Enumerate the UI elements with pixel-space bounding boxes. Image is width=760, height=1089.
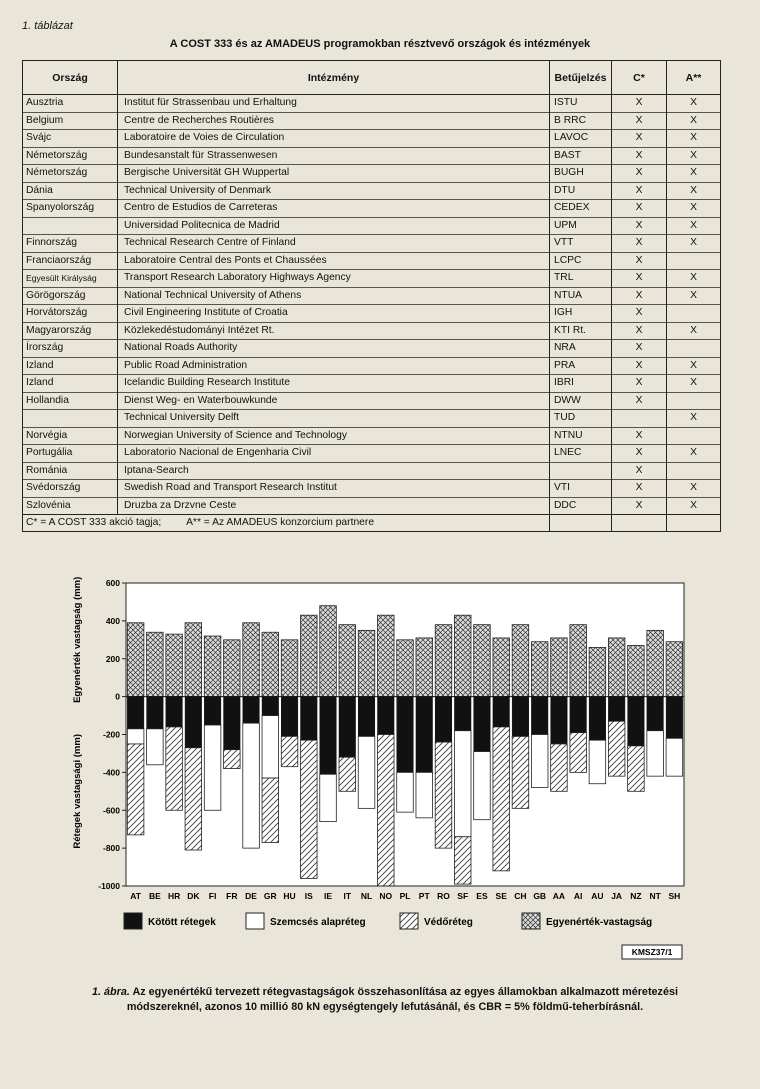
- x-tick-label: NL: [360, 891, 373, 901]
- y-tick-label: -200: [102, 729, 120, 740]
- bar-bound-layers: [358, 697, 375, 737]
- cell-country: Svédország: [23, 480, 118, 498]
- bar-bound-layers: [185, 697, 202, 748]
- cell-a: X: [667, 182, 721, 200]
- cell-a: X: [667, 480, 721, 498]
- lower-y-axis-label: Rétegek vastagsági (mm): [72, 734, 83, 849]
- institutions-table: [22, 60, 721, 532]
- table-row: [23, 130, 721, 148]
- table-row: [23, 270, 721, 288]
- footnote-c: C* = A COST 333 akció tagja;: [26, 517, 162, 528]
- cell-abbr: LNEC: [550, 445, 612, 463]
- legend-equivalent-thickness-label: Egyenérték-vastagság: [546, 917, 653, 928]
- bar-protection-layer: [185, 748, 202, 850]
- bar-granular-base: [320, 774, 337, 821]
- bar-equivalent-thickness: [224, 640, 241, 697]
- y-tick-label: 600: [105, 578, 120, 588]
- bar-granular-base: [147, 729, 164, 765]
- bar-equivalent-thickness: [204, 636, 221, 697]
- header-country: Ország: [23, 61, 118, 95]
- cell-abbr: VTT: [550, 235, 612, 253]
- cell-c: [612, 410, 667, 428]
- table-row: [23, 305, 721, 323]
- cell-c: X: [612, 182, 667, 200]
- bar-bound-layers: [512, 697, 529, 737]
- cell-c: X: [612, 95, 667, 113]
- bar-bound-layers: [551, 697, 568, 744]
- legend-bound-layers-swatch: [124, 913, 142, 929]
- cell-abbr: VTI: [550, 480, 612, 498]
- cell-c: X: [612, 165, 667, 183]
- cell-country: Magyarország: [23, 322, 118, 340]
- bar-bound-layers: [647, 697, 664, 731]
- table-row: [23, 462, 721, 480]
- cell-a: X: [667, 200, 721, 218]
- table-row: [23, 200, 721, 218]
- cell-c: X: [612, 357, 667, 375]
- bar-equivalent-thickness: [397, 640, 414, 697]
- caption-text: Az egyenértékű tervezett rétegvastagságok összehasonlítása az egyes államokban alkalmazott méretezési módszereknél, azonos 10 millió 80 kN egységtengely lefutásánál, és CBR = 5% földmű-teherbírásnál.: [126, 986, 678, 1013]
- cell-abbr: IBRI: [550, 375, 612, 393]
- x-tick-label: DK: [187, 891, 200, 901]
- cell-c: X: [612, 287, 667, 305]
- cell-institution: Laboratoire Central des Ponts et Chaussées: [118, 252, 550, 270]
- bar-protection-layer: [301, 740, 318, 878]
- x-tick-label: GR: [263, 891, 277, 901]
- cell-abbr: TRL: [550, 270, 612, 288]
- bar-equivalent-thickness: [570, 625, 587, 697]
- bar-protection-layer: [570, 733, 587, 773]
- cell-country: Svájc: [23, 130, 118, 148]
- bar-equivalent-thickness: [166, 634, 183, 696]
- table-row: [23, 497, 721, 515]
- bar-bound-layers: [435, 697, 452, 742]
- cell-a: [667, 392, 721, 410]
- bar-bound-layers: [570, 697, 587, 733]
- cell-c: X: [612, 235, 667, 253]
- y-tick-label: 0: [115, 691, 120, 702]
- bar-granular-base: [397, 772, 414, 812]
- table-title: A COST 333 és az AMADEUS programokban résztvevő országok és intézmények: [169, 38, 591, 50]
- cell-abbr: NTUA: [550, 287, 612, 305]
- bar-equivalent-thickness: [262, 632, 279, 696]
- cell-a: X: [667, 95, 721, 113]
- cell-a: X: [667, 130, 721, 148]
- bar-equivalent-thickness: [551, 638, 568, 697]
- bar-protection-layer: [493, 727, 510, 871]
- bar-protection-layer: [262, 778, 279, 842]
- cell-institution: Universidad Politecnica de Madrid: [118, 217, 550, 235]
- cell-c: X: [612, 112, 667, 130]
- x-tick-label: PT: [418, 891, 430, 901]
- bar-bound-layers: [416, 697, 433, 773]
- x-tick-label: GB: [533, 891, 547, 901]
- bar-granular-base: [127, 729, 144, 744]
- cell-a: X: [667, 112, 721, 130]
- cell-c: X: [612, 445, 667, 463]
- cell-institution: Institut für Strassenbau und Erhaltung: [118, 95, 550, 113]
- bar-equivalent-thickness: [454, 615, 471, 696]
- x-tick-label: SH: [668, 891, 681, 901]
- bar-protection-layer: [281, 736, 298, 766]
- bar-bound-layers: [147, 697, 164, 729]
- cell-abbr: DTU: [550, 182, 612, 200]
- table-footnote: [23, 515, 550, 532]
- bar-bound-layers: [127, 697, 144, 729]
- cell-institution: Dienst Weg- en Waterbouwkunde: [118, 392, 550, 410]
- cell-abbr: NRA: [550, 340, 612, 358]
- cell-a: [667, 462, 721, 480]
- table-row: [23, 165, 721, 183]
- cell-a: X: [667, 287, 721, 305]
- bar-bound-layers: [628, 697, 645, 746]
- table-row: [23, 427, 721, 445]
- bar-equivalent-thickness: [281, 640, 298, 697]
- bar-equivalent-thickness: [185, 623, 202, 697]
- cell-a: [667, 252, 721, 270]
- cell-a: X: [667, 147, 721, 165]
- cell-a: X: [667, 410, 721, 428]
- cell-abbr: KTI Rt.: [550, 322, 612, 340]
- x-tick-label: AI: [573, 891, 583, 901]
- cell-abbr: TUD: [550, 410, 612, 428]
- bar-equivalent-thickness: [243, 623, 260, 697]
- cell-c: X: [612, 305, 667, 323]
- bar-equivalent-thickness: [377, 615, 394, 696]
- bar-granular-base: [666, 738, 683, 776]
- cell-a: X: [667, 270, 721, 288]
- footnote-a: A** = Az AMADEUS konzorcium partnere: [186, 517, 375, 528]
- y-tick-label: -1000: [98, 881, 120, 891]
- cell-country: Franciaország: [23, 252, 118, 270]
- x-tick-label: AT: [130, 891, 141, 901]
- cell-institution: Laboratoire de Voies de Circulation: [118, 130, 550, 148]
- x-tick-label: SF: [457, 891, 469, 901]
- bar-bound-layers: [397, 697, 414, 773]
- cell-c: X: [612, 497, 667, 515]
- x-tick-label: AA: [552, 891, 566, 901]
- cell-country: Románia: [23, 462, 118, 480]
- cell-country: Németország: [23, 147, 118, 165]
- cell-country: Dánia: [23, 182, 118, 200]
- cell-institution: Public Road Administration: [118, 357, 550, 375]
- bar-protection-layer: [435, 742, 452, 848]
- legend-protection-layer-label: Védőréteg: [424, 917, 473, 928]
- bar-granular-base: [531, 735, 548, 788]
- table-row: [23, 322, 721, 340]
- cell-a: X: [667, 322, 721, 340]
- table-row: [23, 392, 721, 410]
- cell-abbr: ISTU: [550, 95, 612, 113]
- bar-equivalent-thickness: [493, 638, 510, 697]
- x-tick-label: BE: [148, 891, 161, 901]
- bar-equivalent-thickness: [358, 630, 375, 696]
- bar-protection-layer: [339, 757, 356, 791]
- x-tick-label: AU: [591, 891, 604, 901]
- cell-institution: Transport Research Laboratory Highways Agency: [118, 270, 550, 288]
- legend-protection-layer-swatch: [400, 913, 418, 929]
- cell-c: X: [612, 252, 667, 270]
- table-row: [23, 235, 721, 253]
- bar-bound-layers: [301, 697, 318, 741]
- bar-bound-layers: [377, 697, 394, 735]
- cell-country: Izland: [23, 375, 118, 393]
- cell-institution: Centre de Recherches Routières: [118, 112, 550, 130]
- bar-bound-layers: [166, 697, 183, 727]
- bar-bound-layers: [493, 697, 510, 727]
- cell-institution: Bergische Universität GH Wuppertal: [118, 165, 550, 183]
- table-row: [23, 375, 721, 393]
- bar-protection-layer: [628, 746, 645, 791]
- bar-equivalent-thickness: [147, 632, 164, 696]
- bar-equivalent-thickness: [435, 625, 452, 697]
- cell-a: [667, 427, 721, 445]
- cell-abbr: LCPC: [550, 252, 612, 270]
- cell-c: X: [612, 375, 667, 393]
- cell-a: X: [667, 375, 721, 393]
- bar-protection-layer: [608, 721, 625, 776]
- cell-a: X: [667, 445, 721, 463]
- cell-c: X: [612, 480, 667, 498]
- bar-equivalent-thickness: [628, 645, 645, 696]
- table-row: [23, 480, 721, 498]
- cell-a: [667, 340, 721, 358]
- cell-country: Spanyolország: [23, 200, 118, 218]
- bar-granular-base: [262, 716, 279, 778]
- legend-equivalent-thickness-swatch: [522, 913, 540, 929]
- bar-granular-base: [454, 731, 471, 837]
- table-row: [23, 252, 721, 270]
- bar-granular-base: [204, 725, 221, 810]
- bar-granular-base: [416, 772, 433, 817]
- y-tick-label: 200: [105, 653, 120, 664]
- x-tick-label: CH: [514, 891, 527, 901]
- cell-institution: Centro de Estudios de Carreteras: [118, 200, 550, 218]
- cell-c: X: [612, 147, 667, 165]
- x-tick-label: IT: [343, 891, 352, 901]
- cell-country: Portugália: [23, 445, 118, 463]
- y-tick-label: -600: [102, 805, 120, 816]
- bar-bound-layers: [339, 697, 356, 758]
- cell-abbr: BAST: [550, 147, 612, 165]
- cell-c: X: [612, 427, 667, 445]
- cell-c: X: [612, 340, 667, 358]
- table-row: [23, 217, 721, 235]
- y-tick-label: -400: [102, 767, 120, 778]
- bar-protection-layer: [454, 837, 471, 884]
- bar-granular-base: [243, 723, 260, 848]
- bar-bound-layers: [281, 697, 298, 737]
- cell-abbr: UPM: [550, 217, 612, 235]
- bar-equivalent-thickness: [320, 606, 337, 697]
- cell-country: Finnország: [23, 235, 118, 253]
- cell-c: X: [612, 270, 667, 288]
- cell-c: X: [612, 322, 667, 340]
- cell-abbr: DWW: [550, 392, 612, 410]
- cell-a: X: [667, 235, 721, 253]
- x-tick-label: IS: [304, 891, 313, 901]
- cell-abbr: PRA: [550, 357, 612, 375]
- bar-equivalent-thickness: [127, 623, 144, 697]
- bar-granular-base: [589, 740, 606, 784]
- table-row: [23, 95, 721, 113]
- cell-country: Horvátország: [23, 305, 118, 323]
- thickness-chart: [58, 575, 698, 965]
- bar-equivalent-thickness: [531, 642, 548, 697]
- bar-equivalent-thickness: [666, 642, 683, 697]
- bar-bound-layers: [243, 697, 260, 724]
- cell-country: Belgium: [23, 112, 118, 130]
- cell-institution: Iptana-Search: [118, 462, 550, 480]
- header-a: A**: [667, 61, 721, 95]
- cell-c: X: [612, 392, 667, 410]
- table-row: [23, 410, 721, 428]
- y-tick-label: 400: [105, 615, 120, 626]
- cell-country: Hollandia: [23, 392, 118, 410]
- cell-institution: Technical University of Denmark: [118, 182, 550, 200]
- cell-c: X: [612, 462, 667, 480]
- bar-granular-base: [358, 736, 375, 808]
- cell-a: X: [667, 165, 721, 183]
- bar-equivalent-thickness: [301, 615, 318, 696]
- header-abbr: Betűjelzés: [550, 61, 612, 95]
- cell-institution: Technical Research Centre of Finland: [118, 235, 550, 253]
- caption-label: 1. ábra.: [92, 986, 130, 998]
- bar-protection-layer: [377, 735, 394, 887]
- table-label: 1. táblázat: [22, 20, 73, 32]
- bar-protection-layer: [127, 744, 144, 835]
- cell-abbr: CEDEX: [550, 200, 612, 218]
- cell-institution: Norwegian University of Science and Technology: [118, 427, 550, 445]
- table-row: [23, 357, 721, 375]
- legend-granular-base-label: Szemcsés alapréteg: [270, 917, 366, 928]
- x-tick-label: HR: [167, 891, 181, 901]
- table-row: [23, 182, 721, 200]
- cell-abbr: B RRC: [550, 112, 612, 130]
- cell-institution: Civil Engineering Institute of Croatia: [118, 305, 550, 323]
- bar-protection-layer: [166, 727, 183, 810]
- cell-country: Szlovénia: [23, 497, 118, 515]
- cell-country: [23, 217, 118, 235]
- x-tick-label: PL: [399, 891, 411, 901]
- bar-equivalent-thickness: [608, 638, 625, 697]
- cell-c: X: [612, 217, 667, 235]
- bar-bound-layers: [589, 697, 606, 741]
- cell-institution: Bundesanstalt für Strassenwesen: [118, 147, 550, 165]
- x-tick-label: JA: [611, 891, 623, 901]
- bar-equivalent-thickness: [589, 647, 606, 696]
- cell-institution: Swedish Road and Transport Research Institut: [118, 480, 550, 498]
- cell-abbr: NTNU: [550, 427, 612, 445]
- cell-c: X: [612, 200, 667, 218]
- legend-granular-base-swatch: [246, 913, 264, 929]
- cell-a: X: [667, 497, 721, 515]
- cell-country: Írország: [23, 340, 118, 358]
- table-row: [23, 112, 721, 130]
- cell-institution: National Roads Authority: [118, 340, 550, 358]
- x-tick-label: NT: [649, 891, 661, 901]
- cell-abbr: LAVOC: [550, 130, 612, 148]
- x-tick-label: FR: [226, 891, 238, 901]
- cell-country: Izland: [23, 357, 118, 375]
- cell-institution: Technical University Delft: [118, 410, 550, 428]
- cell-institution: Közlekedéstudományi Intézet Rt.: [118, 322, 550, 340]
- table-row: [23, 445, 721, 463]
- cell-institution: Laboratorio Nacional de Engenharia Civil: [118, 445, 550, 463]
- bar-protection-layer: [224, 750, 241, 769]
- bar-bound-layers: [224, 697, 241, 750]
- bar-equivalent-thickness: [474, 625, 491, 697]
- x-tick-label: RO: [437, 891, 450, 901]
- table-row: [23, 287, 721, 305]
- cell-country: Egyesült Királyság: [23, 270, 118, 288]
- x-tick-label: IE: [324, 891, 333, 901]
- bar-protection-layer: [512, 736, 529, 808]
- x-tick-label: DE: [245, 891, 257, 901]
- cell-c: X: [612, 130, 667, 148]
- bar-granular-base: [647, 731, 664, 776]
- x-tick-label: NO: [379, 891, 393, 901]
- bar-bound-layers: [474, 697, 491, 752]
- x-tick-label: HU: [283, 891, 296, 901]
- header-c: C*: [612, 61, 667, 95]
- cell-institution: Icelandic Building Research Institute: [118, 375, 550, 393]
- cell-country: Ausztria: [23, 95, 118, 113]
- table-row: [23, 340, 721, 358]
- cell-institution: Druzba za Drzvne Ceste: [118, 497, 550, 515]
- y-tick-label: -800: [102, 843, 120, 854]
- cell-institution: National Technical University of Athens: [118, 287, 550, 305]
- bar-equivalent-thickness: [512, 625, 529, 697]
- x-tick-label: NZ: [630, 891, 642, 901]
- bar-equivalent-thickness: [339, 625, 356, 697]
- bar-equivalent-thickness: [416, 638, 433, 697]
- cell-country: Görögország: [23, 287, 118, 305]
- legend-bound-layers-label: Kötött rétegek: [148, 917, 216, 928]
- cell-abbr: [550, 462, 612, 480]
- cell-a: X: [667, 357, 721, 375]
- bar-bound-layers: [320, 697, 337, 775]
- cell-country: [23, 410, 118, 428]
- cell-country: Németország: [23, 165, 118, 183]
- bar-bound-layers: [608, 697, 625, 722]
- bar-protection-layer: [551, 744, 568, 791]
- cell-abbr: BUGH: [550, 165, 612, 183]
- cell-country: Norvégia: [23, 427, 118, 445]
- header-institution: Intézmény: [118, 61, 550, 95]
- upper-y-axis-label: Egyenérték vastagság (mm): [72, 576, 83, 703]
- cell-a: [667, 305, 721, 323]
- bar-equivalent-thickness: [647, 630, 664, 696]
- cell-abbr: IGH: [550, 305, 612, 323]
- cell-a: X: [667, 217, 721, 235]
- x-tick-label: ES: [476, 891, 488, 901]
- bar-bound-layers: [531, 697, 548, 735]
- cell-abbr: DDC: [550, 497, 612, 515]
- table-row: [23, 147, 721, 165]
- bar-bound-layers: [262, 697, 279, 716]
- figure-caption: [60, 985, 710, 1015]
- x-tick-label: SE: [495, 891, 507, 901]
- id-box-label: KMSZ37/1: [631, 947, 673, 957]
- x-tick-label: FI: [208, 891, 217, 901]
- bar-bound-layers: [666, 697, 683, 739]
- bar-bound-layers: [204, 697, 221, 725]
- bar-granular-base: [474, 752, 491, 820]
- bar-bound-layers: [454, 697, 471, 731]
